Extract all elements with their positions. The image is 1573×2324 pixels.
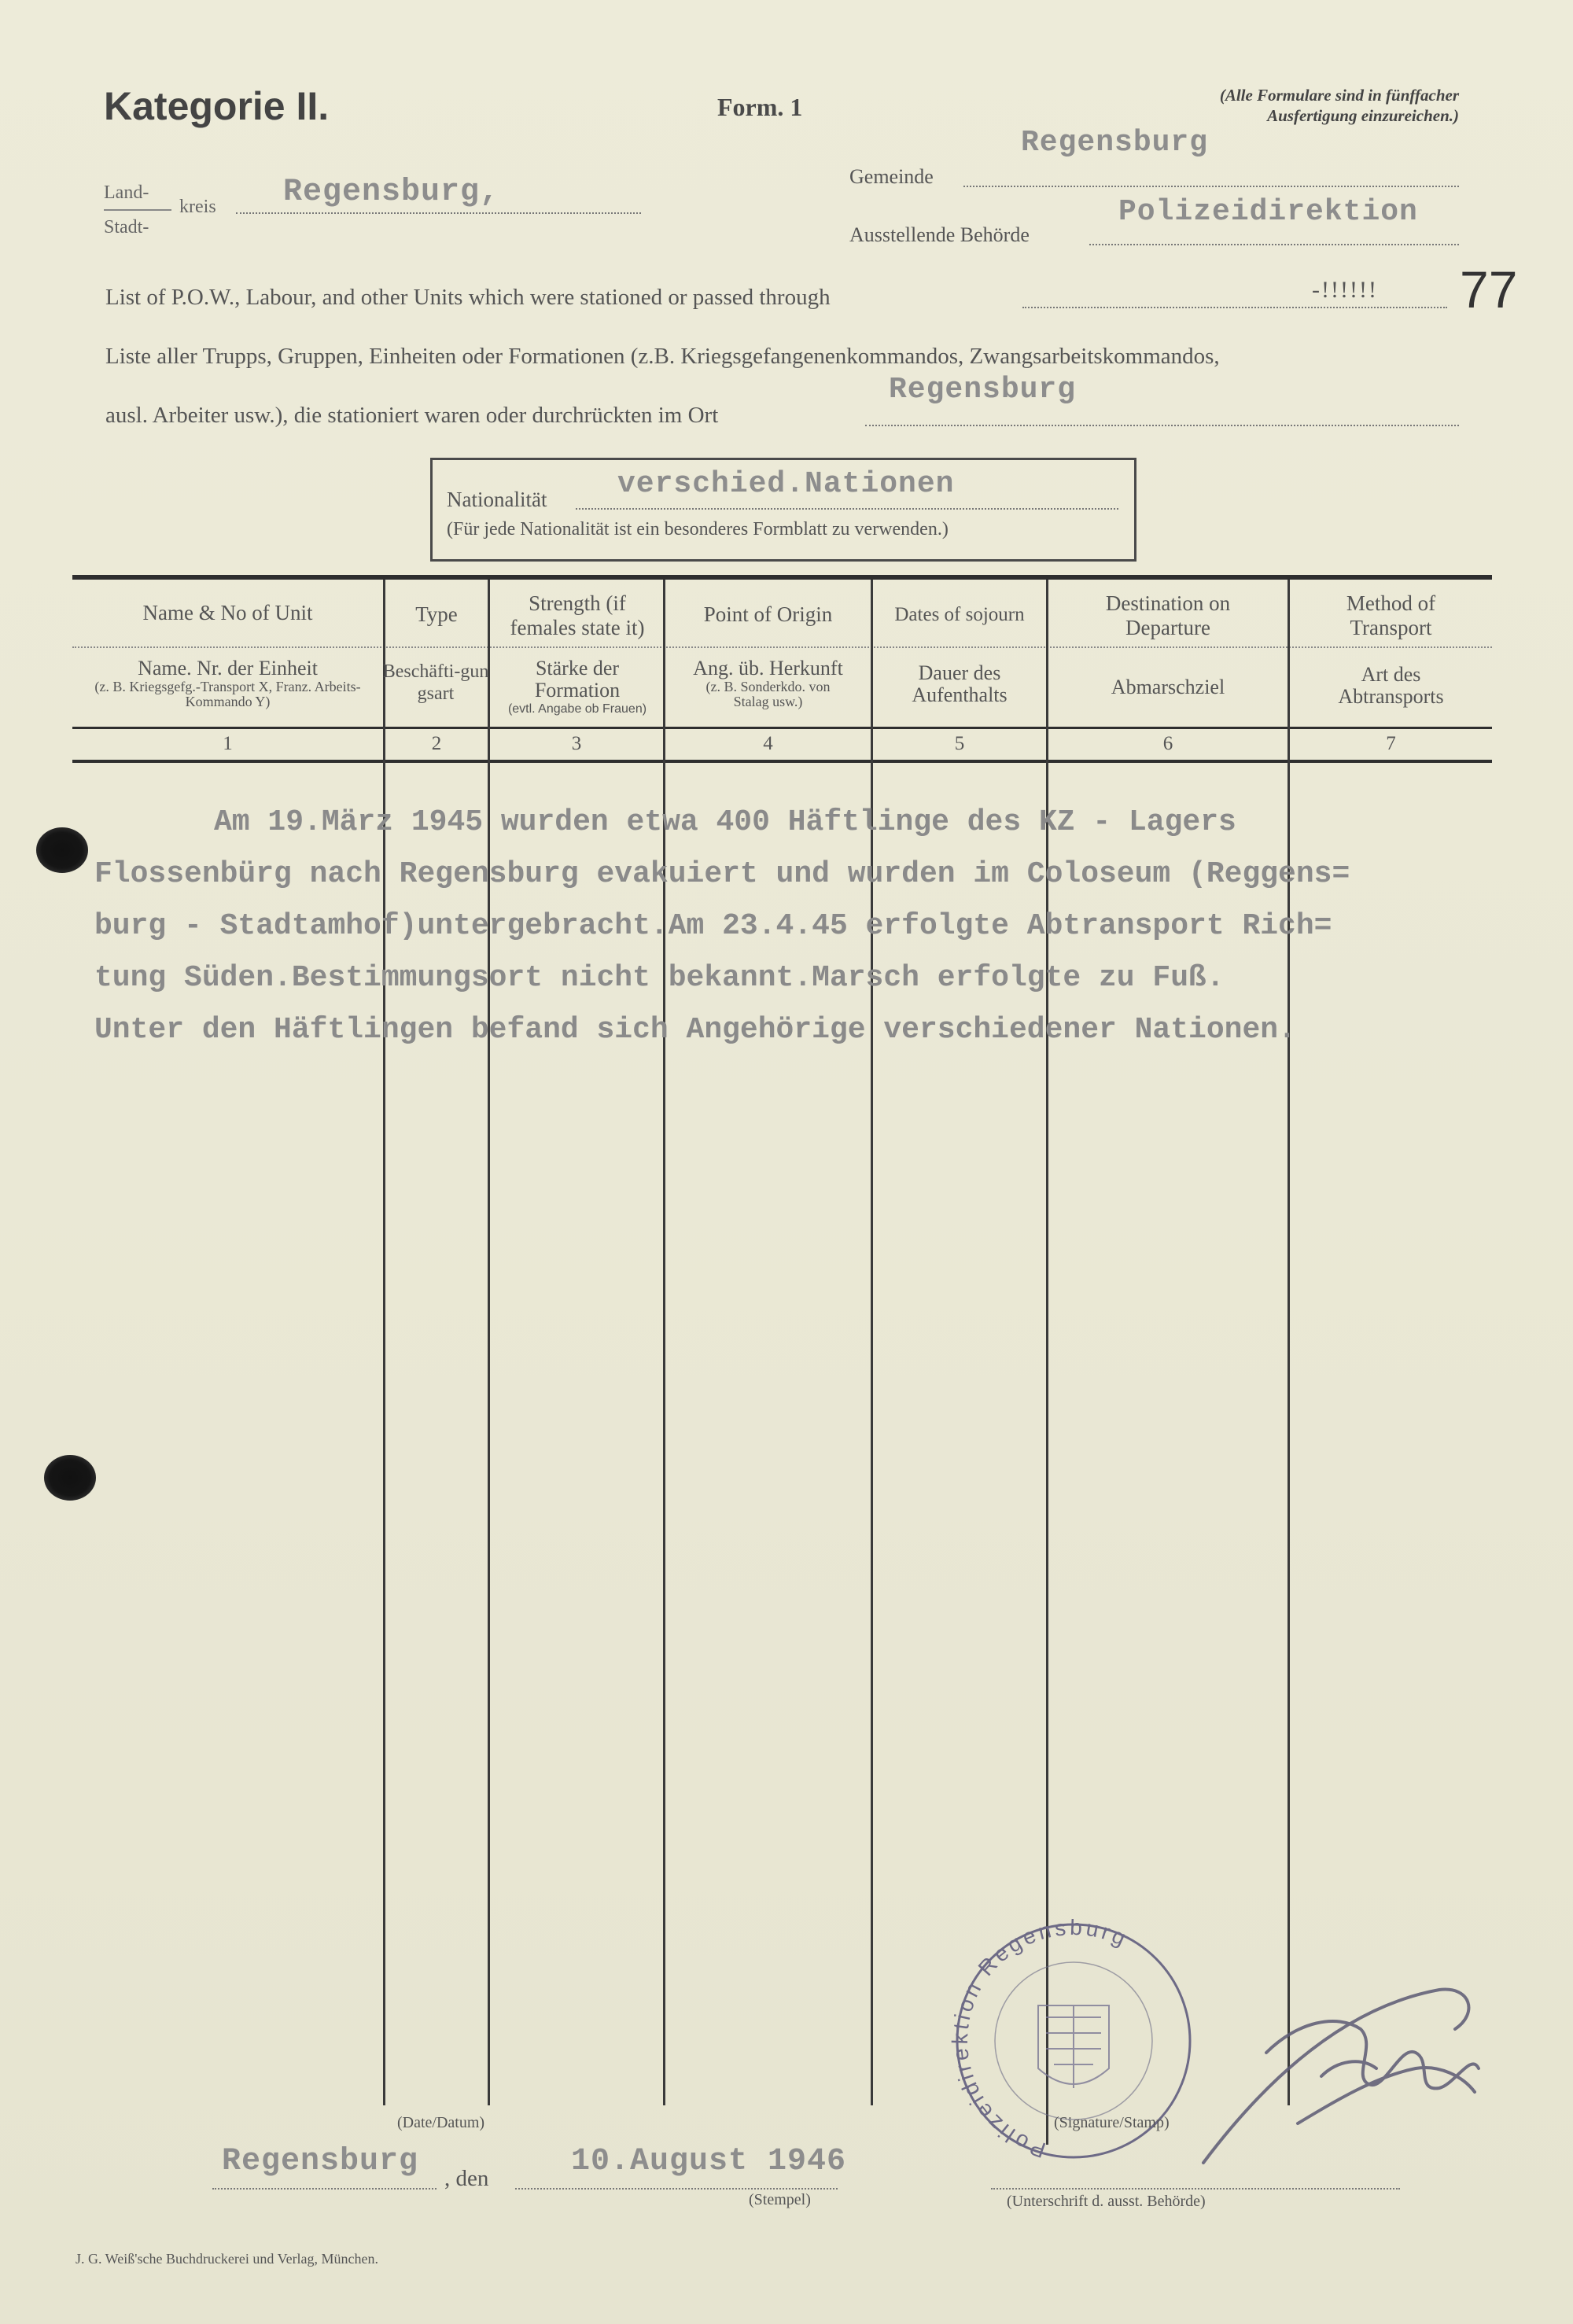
page-mark: -!!!!!! <box>1312 277 1378 303</box>
page-number: 77 <box>1460 260 1518 319</box>
col6-header <box>1048 591 1288 640</box>
col2-header <box>385 602 488 627</box>
body-line-1: Am 19.März 1945 wurden etwa 400 Häftlinge des KZ - Lagers <box>214 805 1236 839</box>
col2-number: 2 <box>431 733 442 754</box>
col4-header-de-text: Ang. üb. Herkunft <box>693 657 843 680</box>
nationality-value: verschied.Nationen <box>617 467 955 501</box>
copies-note-line1: (Alle Formulare sind in fünffacher <box>1219 86 1459 105</box>
stadt-label: Stadt- <box>104 217 149 238</box>
col4-number: 4 <box>763 733 773 754</box>
col2-header-de <box>382 661 489 705</box>
form-number: Form. 1 <box>717 93 803 121</box>
col3-header-de-small: (evtl. Angabe ob Frauen) <box>507 702 647 716</box>
ort-dotted-line <box>865 425 1459 426</box>
col5-header <box>873 602 1046 627</box>
col6-header-de <box>1048 676 1288 698</box>
col2-header-de-text: Beschäfti-gungsart <box>382 661 489 704</box>
land-label: Land- <box>104 182 149 203</box>
punch-hole-bottom <box>44 1455 96 1501</box>
place-dotted-line <box>212 2188 437 2190</box>
col5-number: 5 <box>954 733 965 754</box>
number-row-rule <box>72 760 1492 763</box>
col3-header-de <box>492 657 663 716</box>
behoerde-value: Polizeidirektion <box>1118 195 1418 229</box>
col7-number: 7 <box>1386 733 1396 754</box>
printer-imprint: J. G. Weiß'sche Buchdruckerei und Verlag, München. <box>76 2251 379 2267</box>
land-stadt-divider <box>104 209 171 211</box>
nationality-label: Nationalität <box>447 488 547 511</box>
behoerde-label: Ausstellende Behörde <box>849 223 1030 246</box>
col6-header-de-text: Abmarschziel <box>1111 676 1225 698</box>
col4-header-de <box>665 657 871 709</box>
col1-header-en: Name & No of Unit <box>142 601 313 624</box>
place-value: Regensburg <box>222 2144 419 2179</box>
kreis-label: kreis <box>179 197 216 217</box>
signature-dotted-line <box>991 2188 1400 2190</box>
stamp-ring-text: Polizeidirektion Regensburg <box>947 1919 1133 2163</box>
date-datum-label: (Date/Datum) <box>397 2114 485 2131</box>
pow-list-text: List of P.O.W., Labour, and other Units which were stationed or passed through <box>105 285 831 310</box>
col2-header-en: Type <box>415 602 458 626</box>
body-line-3: burg - Stadtamhof)untergebracht.Am 23.4.45 erfolgte Abtransport Rich= <box>94 909 1332 943</box>
col1-number: 1 <box>223 733 233 754</box>
col1-header <box>72 601 383 625</box>
col3-number: 3 <box>571 733 582 754</box>
col7-header-de <box>1290 664 1492 708</box>
col6-header-en: Destination on Departure <box>1105 591 1231 639</box>
nationality-dotted-line <box>576 508 1118 510</box>
coat-of-arms-icon <box>1038 2005 1109 2088</box>
signature-scribble <box>1180 1958 1494 2194</box>
gemeinde-dotted-line <box>963 186 1459 187</box>
col1-header-de <box>72 657 383 709</box>
signature-stamp-label: (Signature/Stamp) <box>1054 2114 1170 2131</box>
col3-header <box>492 591 663 640</box>
punch-hole-top <box>36 827 88 873</box>
landkreis-value: Regensburg, <box>283 175 500 210</box>
copies-note-line2: Ausfertigung einzureichen.) <box>1267 106 1459 125</box>
stempel-label: (Stempel) <box>749 2191 811 2208</box>
body-line-2: Flossenbürg nach Regensburg evakuiert und wurden im Coloseum (Reggens= <box>94 857 1350 891</box>
landkreis-dotted-line <box>236 212 641 214</box>
table-top-rule <box>72 575 1492 580</box>
col7-header <box>1290 591 1492 640</box>
col4-header-en: Point of Origin <box>703 602 833 626</box>
col5-header-de-text: Dauer des Aufenthalts <box>912 661 1008 706</box>
nationality-note: (Für jede Nationalität ist ein besonderes Formblatt zu verwenden.) <box>447 519 949 540</box>
copies-note <box>1062 85 1459 126</box>
col3-header-de-text: Stärke der Formation <box>534 657 621 702</box>
col7-header-en: Method of Transport <box>1346 591 1436 639</box>
den-label: , den <box>444 2166 489 2191</box>
header-bottom-rule <box>72 727 1492 729</box>
col6-number: 6 <box>1162 733 1173 754</box>
liste-text-line1: Liste aller Trupps, Gruppen, Einheiten oder Formationen (z.B. Kriegsgefangenenkommandos, Zwangsarbeitskommandos, <box>105 344 1220 369</box>
body-line-5: Unter den Häftlingen befand sich Angehörige verschiedener Nationen. <box>94 1013 1296 1047</box>
gemeinde-label: Gemeinde <box>849 165 934 188</box>
liste-text-line2: ausl. Arbeiter usw.), die stationiert waren oder durchrückten im Ort <box>105 403 719 428</box>
col3-header-en: Strength (if females state it) <box>510 591 645 639</box>
unterschrift-label: (Unterschrift d. ausst. Behörde) <box>1007 2193 1206 2210</box>
body-line-4: tung Süden.Bestimmungsort nicht bekannt.Marsch erfolgte zu Fuß. <box>94 961 1225 995</box>
behoerde-dotted-line <box>1089 244 1459 245</box>
col-divider-6 <box>1288 580 1290 2105</box>
col7-header-de-text: Art des Abtransports <box>1338 663 1444 708</box>
pow-dotted-line <box>1022 307 1447 308</box>
col1-header-de-small: (z. B. Kriegsgefg.-Transport X, Franz. Arbeits-Kommando Y) <box>94 679 361 709</box>
col5-header-de <box>873 662 1046 706</box>
category-title: Kategorie II. <box>104 84 330 128</box>
ort-value: Regensburg <box>889 373 1077 407</box>
col4-header-de-small: (z. B. Sonderkdo. von Stalag usw.) <box>705 679 831 709</box>
date-dotted-line <box>515 2188 838 2190</box>
date-value: 10.August 1946 <box>571 2144 847 2179</box>
col4-header <box>665 602 871 627</box>
gemeinde-value: Regensburg <box>1021 126 1209 160</box>
col5-header-en: Dates of sojourn <box>894 604 1025 625</box>
header-divider <box>72 646 1492 648</box>
col1-header-de-text: Name. Nr. der Einheit <box>138 657 318 680</box>
